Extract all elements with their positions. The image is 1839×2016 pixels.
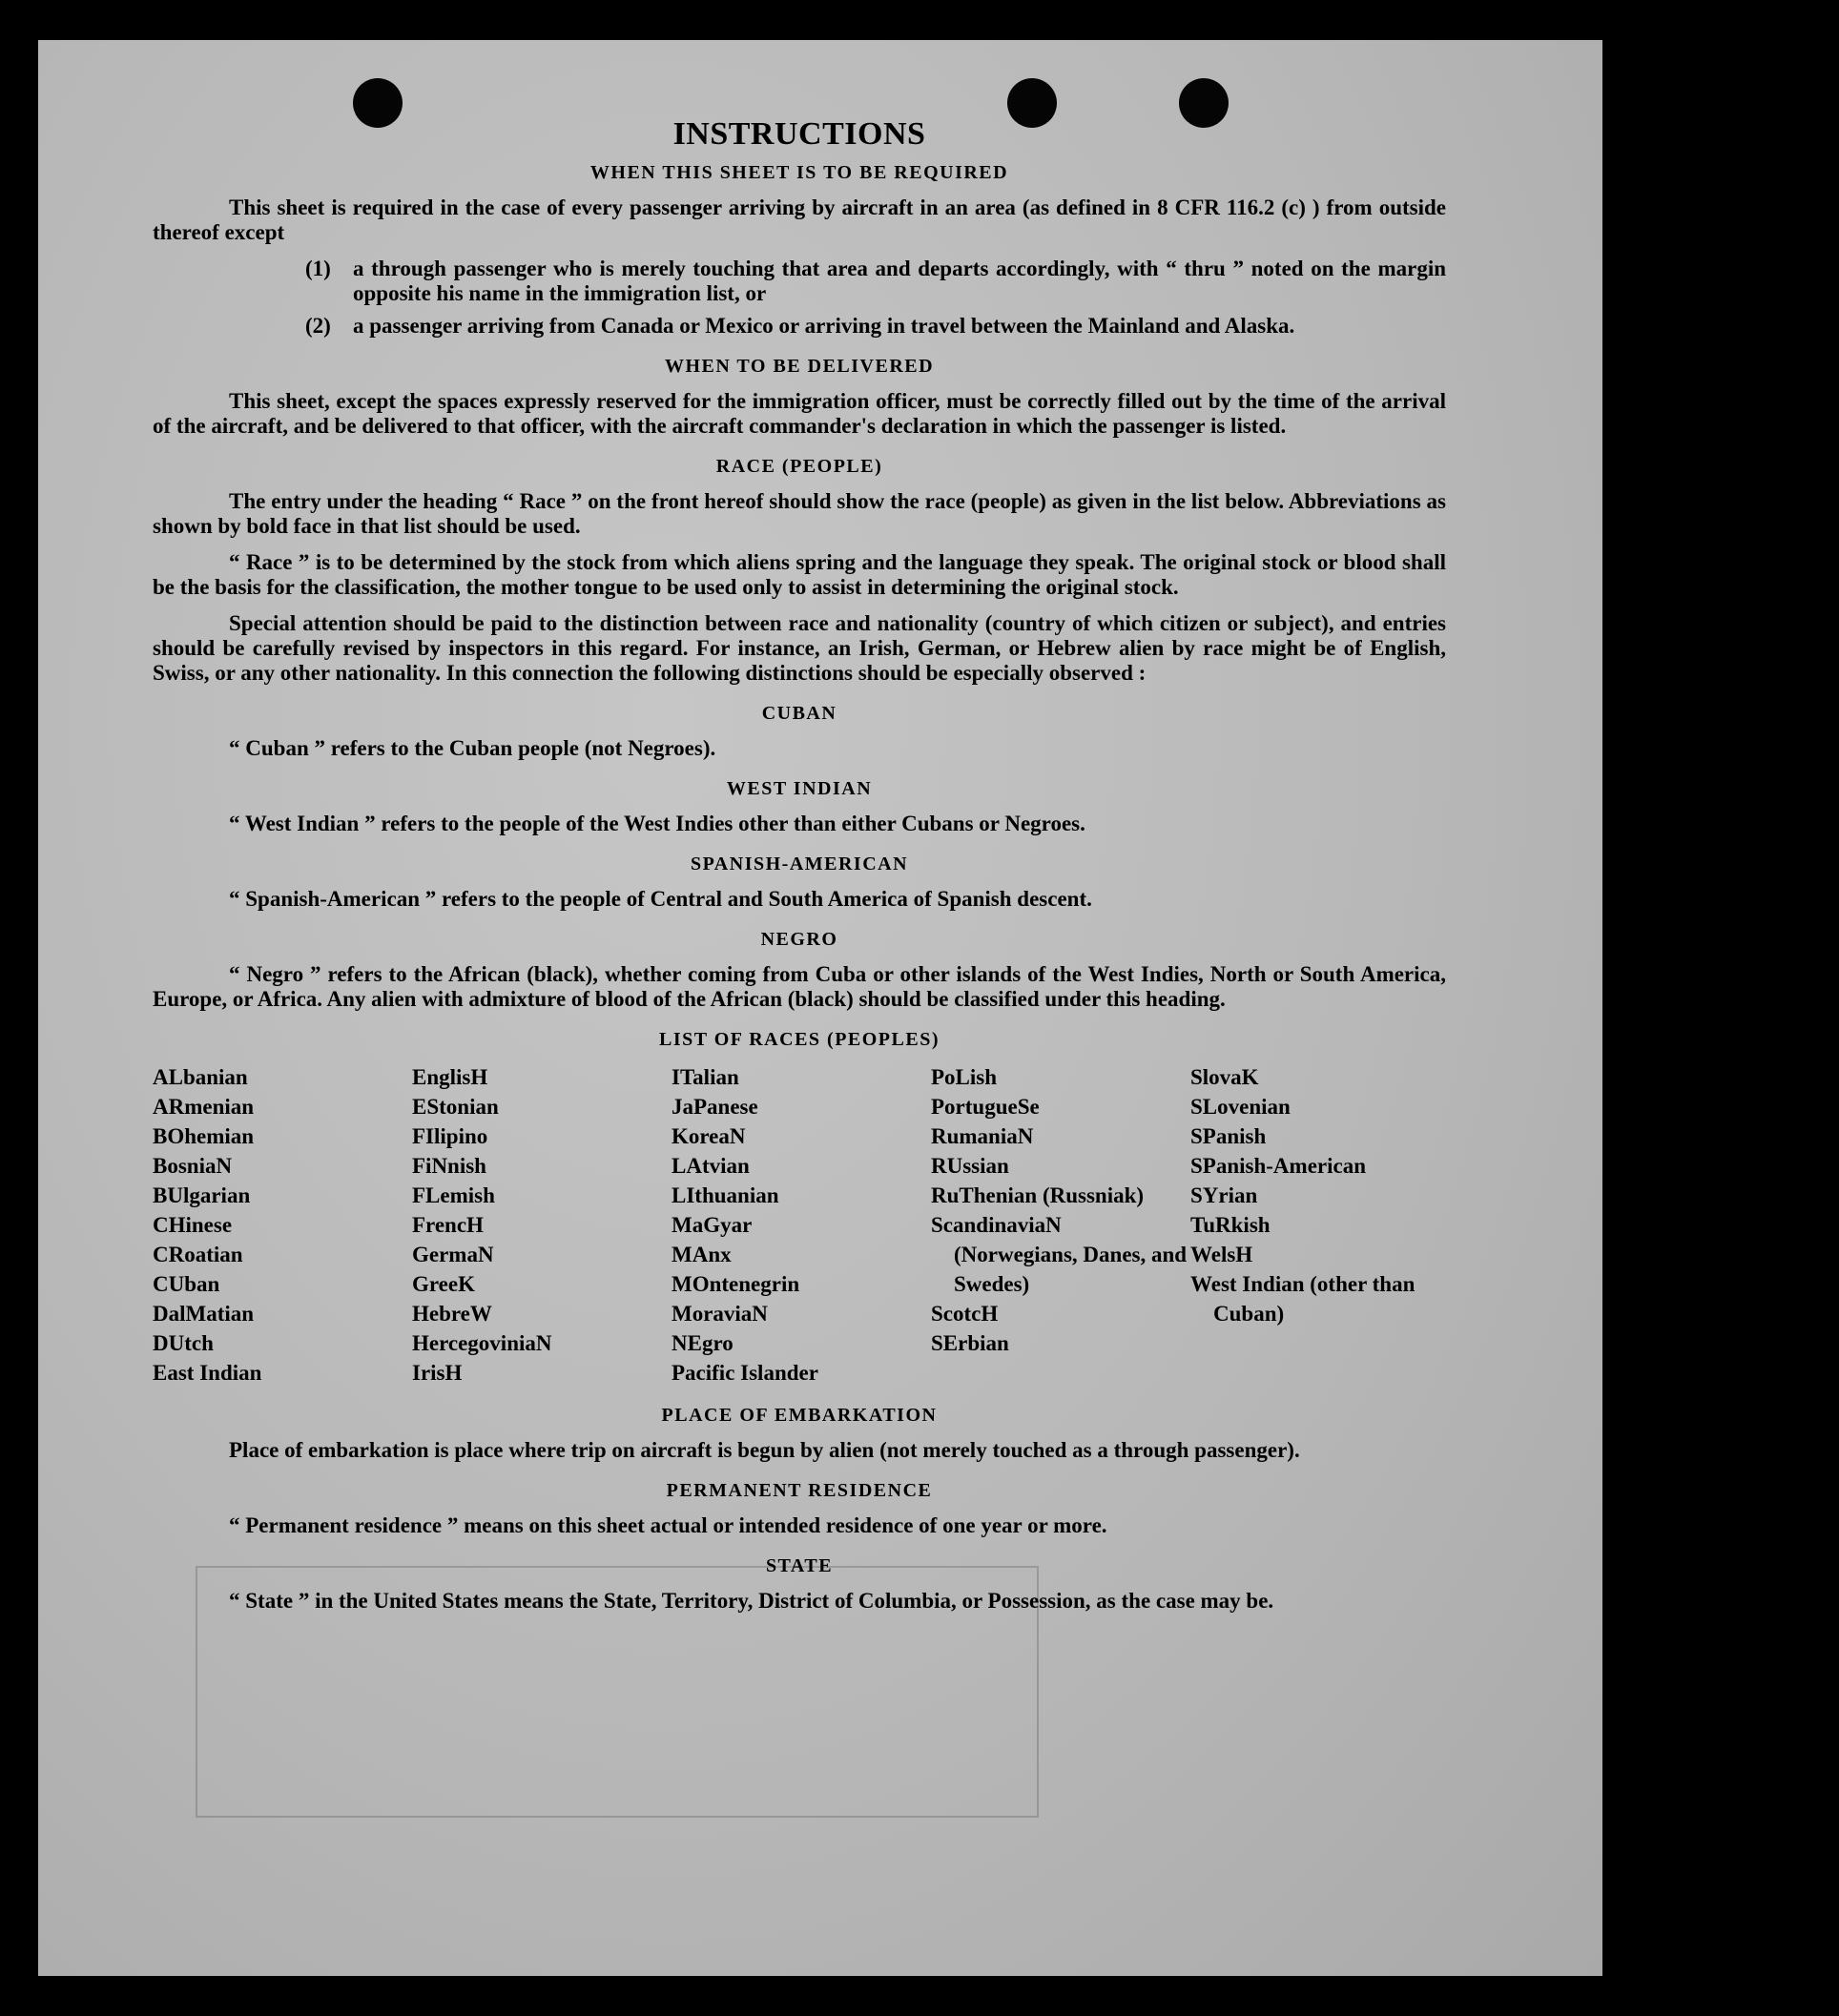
cuban-text: “ Cuban ” refers to the Cuban people (not Negroes).	[229, 736, 716, 760]
race-column	[153, 1062, 412, 1388]
race-paragraph: The entry under the heading “ Race ” on the front hereof should show the race (people) as given in the list below. Abbreviations as shown by bold face in that list should be used.	[153, 489, 1446, 538]
race-entry: IrisH	[412, 1361, 463, 1385]
race-entry: RumaniaN	[931, 1124, 1034, 1148]
race-entry: KoreaN	[672, 1124, 746, 1148]
negro-text: “ Negro ” refers to the African (black), whether coming from Cuba or other islands of the West Indies, North or South America, Europe, or Africa. Any alien with admixture of blood of the African (black) should be classified under this heading.	[153, 962, 1446, 1011]
race-entry: BosniaN	[153, 1154, 233, 1178]
exception-number: (1)	[305, 257, 331, 280]
race-entry: RUssian	[931, 1154, 1009, 1178]
race-entry: DalMatian	[153, 1302, 255, 1326]
race-entry: GermaN	[412, 1243, 494, 1266]
section-heading-state: STATE	[765, 1555, 834, 1576]
race-paragraph: Special attention should be paid to the distinction between race and nationality (country of which citizen or subject), and entries should be carefully revised by inspectors in this regard. For instance, an Irish, German, or Hebrew alien by race might be of English, Swiss, or any other nationality. In this connection the following distinctions should be especially observed :	[153, 611, 1446, 685]
section-heading-spanish-american: SPANISH-AMERICAN	[690, 854, 909, 874]
race-entry: NEgro	[672, 1331, 734, 1355]
residence-text: “ Permanent residence ” means on this sheet actual or intended residence of one year or more.	[229, 1513, 1107, 1537]
race-entry: RuThenian (Russniak)	[931, 1183, 1145, 1207]
section-heading-cuban: CUBAN	[761, 703, 837, 724]
page-title: INSTRUCTIONS	[672, 116, 926, 152]
race-entry: CUban	[153, 1272, 220, 1296]
race-entry: SErbian	[931, 1331, 1009, 1355]
section-heading-embarkation: PLACE OF EMBARKATION	[661, 1405, 938, 1426]
state-text: “ State ” in the United States means the State, Territory, District of Columbia, or Possession, as the case may be.	[229, 1589, 1274, 1613]
race-list	[153, 1062, 1446, 1388]
race-paragraph: “ Race ” is to be determined by the stock from which aliens spring and the language they speak. The original stock or blood shall be the basis for the classification, the mother tongue to be used only to assist in determining the original stock.	[153, 550, 1446, 599]
race-entry: Pacific Islander	[672, 1361, 818, 1385]
race-entry: MAnx	[672, 1243, 732, 1266]
race-entry: FLemish	[412, 1183, 495, 1207]
race-column	[931, 1062, 1190, 1388]
race-entry: ScandinaviaN (Norwegians, Danes, and Swedes)	[931, 1213, 1188, 1296]
race-entry: GreeK	[412, 1272, 475, 1296]
race-column	[412, 1062, 672, 1388]
when-required-intro: This sheet is required in the case of every passenger arriving by aircraft in an area (as defined in 8 CFR 116.2 (c) ) from outside thereof except	[153, 195, 1446, 244]
section-heading-list-of-races: LIST OF RACES (PEOPLES)	[658, 1029, 940, 1050]
race-entry: PoLish	[931, 1065, 998, 1089]
race-entry: HercegoviniaN	[412, 1331, 552, 1355]
west-indian-text: “ West Indian ” refers to the people of the West Indies other than either Cubans or Negroes.	[229, 812, 1085, 835]
race-entry: LAtvian	[672, 1154, 750, 1178]
embarkation-text: Place of embarkation is place where trip on aircraft is begun by alien (not merely touched as a through passenger).	[229, 1438, 1300, 1462]
section-heading-when-required: WHEN THIS SHEET IS TO BE REQUIRED	[589, 162, 1009, 183]
race-entry: CHinese	[153, 1213, 233, 1237]
race-entry: East Indian	[153, 1361, 262, 1385]
race-entry: MoraviaN	[672, 1302, 768, 1326]
exception-text: a through passenger who is merely touching that area and departs accordingly, with “ thru ” noted on the margin opposite his name in the immigration list, or	[353, 257, 1446, 305]
section-heading-negro: NEGRO	[760, 929, 838, 950]
exception-number: (2)	[305, 314, 331, 338]
race-entry: HebreW	[412, 1302, 492, 1326]
when-delivered-text: This sheet, except the spaces expressly reserved for the immigration officer, must be correctly filled out by the time of the arrival of the aircraft, and be delivered to that officer, with the aircraft commander's declaration in which the passenger is listed.	[153, 389, 1446, 438]
race-entry: PortugueSe	[931, 1095, 1040, 1119]
race-entry: SPanish-American	[1190, 1154, 1366, 1178]
race-entry: SLovenian	[1190, 1095, 1291, 1119]
race-entry: TuRkish	[1190, 1213, 1271, 1237]
race-entry: FrencH	[412, 1213, 484, 1237]
race-column	[672, 1062, 931, 1388]
exception-text: a passenger arriving from Canada or Mexico or arriving in travel between the Mainland and Alaska.	[353, 314, 1295, 338]
race-entry: WelsH	[1190, 1243, 1253, 1266]
exception-item	[305, 257, 1446, 306]
race-entry: West Indian (other than Cuban)	[1190, 1272, 1415, 1326]
race-entry: SlovaK	[1190, 1065, 1259, 1089]
race-column	[1190, 1062, 1450, 1388]
race-entry: DUtch	[153, 1331, 214, 1355]
race-entry: FIlipino	[412, 1124, 488, 1148]
race-entry: MaGyar	[672, 1213, 753, 1237]
race-entry: JaPanese	[672, 1095, 758, 1119]
section-heading-when-delivered: WHEN TO BE DELIVERED	[664, 356, 935, 377]
race-entry: ALbanian	[153, 1065, 248, 1089]
race-entry: CRoatian	[153, 1243, 243, 1266]
race-entry: FiNnish	[412, 1154, 486, 1178]
race-entry: EnglisH	[412, 1065, 488, 1089]
spanish-american-text: “ Spanish-American ” refers to the people of Central and South America of Spanish descent.	[229, 887, 1092, 911]
race-entry: BOhemian	[153, 1124, 255, 1148]
race-entry: ARmenian	[153, 1095, 255, 1119]
race-entry: LIthuanian	[672, 1183, 779, 1207]
section-heading-race: RACE (PEOPLE)	[715, 456, 883, 477]
race-entry: SYrian	[1190, 1183, 1258, 1207]
section-heading-west-indian: WEST INDIAN	[726, 778, 873, 799]
race-entry: MOntenegrin	[672, 1272, 800, 1296]
race-entry: ITalian	[672, 1065, 739, 1089]
race-entry: SPanish	[1190, 1124, 1267, 1148]
exception-item	[305, 314, 1446, 339]
race-entry: EStonian	[412, 1095, 499, 1119]
race-entry: ScotcH	[931, 1302, 999, 1326]
instructions-content	[153, 116, 1446, 1625]
race-entry: BUlgarian	[153, 1183, 251, 1207]
section-heading-residence: PERMANENT RESIDENCE	[666, 1480, 933, 1501]
